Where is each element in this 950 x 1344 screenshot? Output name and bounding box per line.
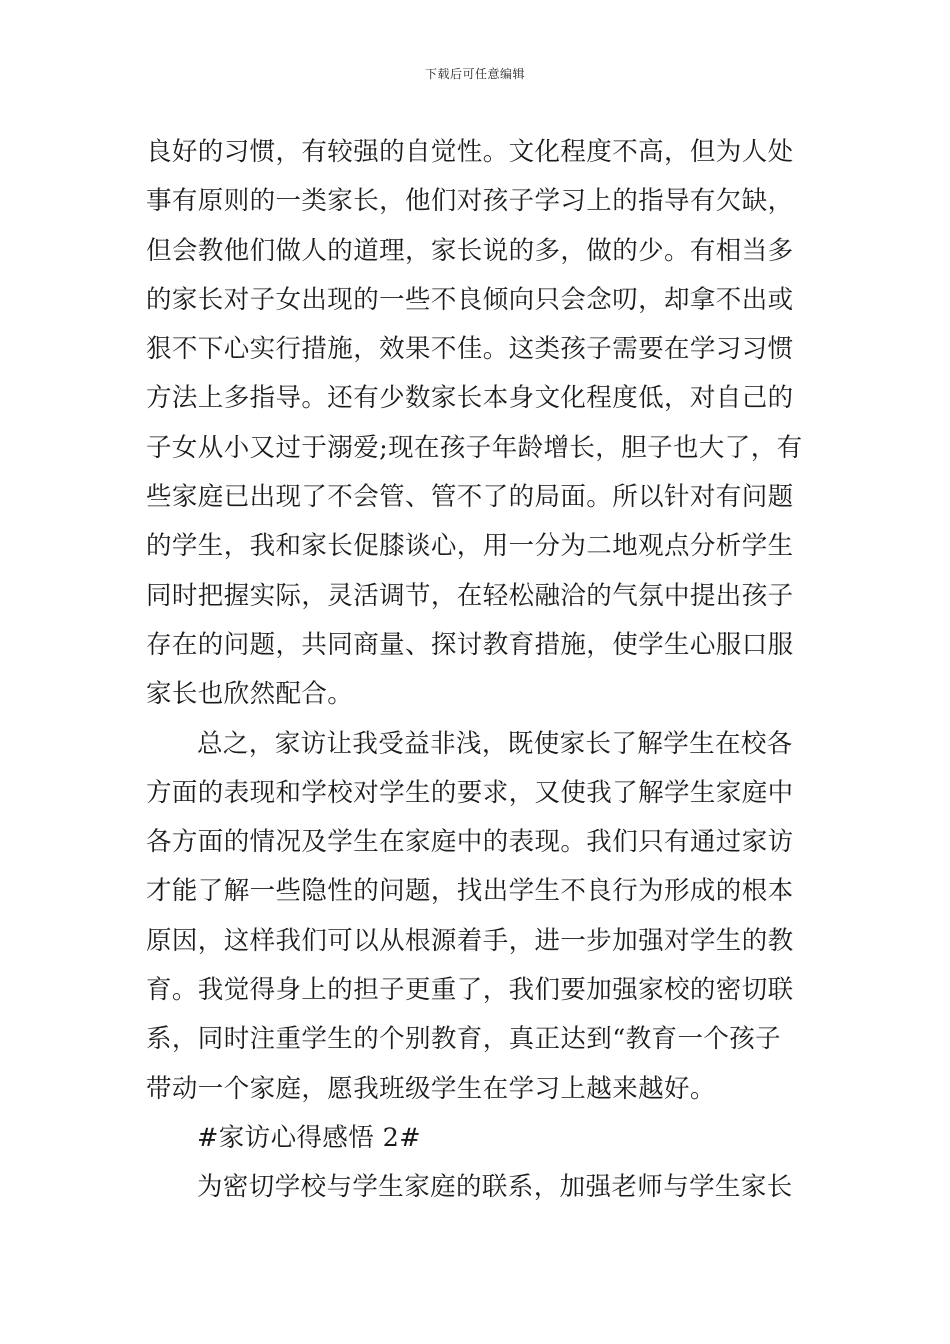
paragraph-line: 才能了解一些隐性的问题，找出学生不良行为形成的根本	[146, 876, 794, 907]
paragraph-line: 些家庭已出现了不会管、管不了的局面。所以针对有问题	[146, 482, 794, 513]
paragraph-line: 的学生，我和家长促膝谈心，用一分为二地观点分析学生	[146, 531, 794, 562]
paragraph-line: 各方面的情况及学生在家庭中的表现。我们只有通过家访	[146, 827, 794, 858]
paragraph-line: 但会教他们做人的道理，家长说的多，做的少。有相当多	[146, 235, 794, 266]
paragraph-first-line: 总之，家访让我受益非浅，既使家长了解学生在校各	[197, 728, 793, 759]
paragraph-line: 的家长对子女出现的一些不良倾向只会念叨，却拿不出或	[146, 284, 794, 315]
document-body	[146, 128, 816, 1213]
paragraph-first-line: 为密切学校与学生家庭的联系，加强老师与学生家长	[197, 1172, 793, 1203]
paragraph-line: 同时把握实际，灵活调节，在轻松融洽的气氛中提出孩子	[146, 580, 794, 611]
paragraph-line: 原因，这样我们可以从根源着手，进一步加强对学生的教	[146, 925, 794, 956]
paragraph-line: 家长也欣然配合。	[146, 679, 354, 710]
paragraph-line: 系，同时注重学生的个别教育，真正达到“教育一个孩子	[146, 1024, 782, 1055]
paragraph-line: 方面的表现和学校对学生的要求，又使我了解学生家庭中	[146, 777, 794, 808]
paragraph-line: 存在的问题，共同商量、探讨教育措施，使学生心服口服	[146, 629, 794, 660]
paragraph-line: 事有原则的一类家长，他们对孩子学习上的指导有欠缺，	[146, 186, 794, 217]
paragraph-line: 带动一个家庭，愿我班级学生在学习上越来越好。	[146, 1073, 716, 1104]
section-heading: #家访心得感悟 2#	[197, 1122, 422, 1153]
paragraph-line: 育。我觉得身上的担子更重了，我们要加强家校的密切联	[146, 975, 794, 1006]
page-header-note: 下载后可任意编辑	[424, 67, 525, 81]
paragraph-line: 子女从小又过于溺爱;现在孩子年龄增长，胆子也大了，有	[146, 432, 803, 463]
paragraph-line: 狠不下心实行措施，效果不佳。这类孩子需要在学习习惯	[146, 334, 794, 365]
paragraph-line: 方法上多指导。还有少数家长本身文化程度低，对自己的	[146, 383, 794, 414]
paragraph-line: 良好的习惯，有较强的自觉性。文化程度不高，但为人处	[146, 137, 794, 167]
